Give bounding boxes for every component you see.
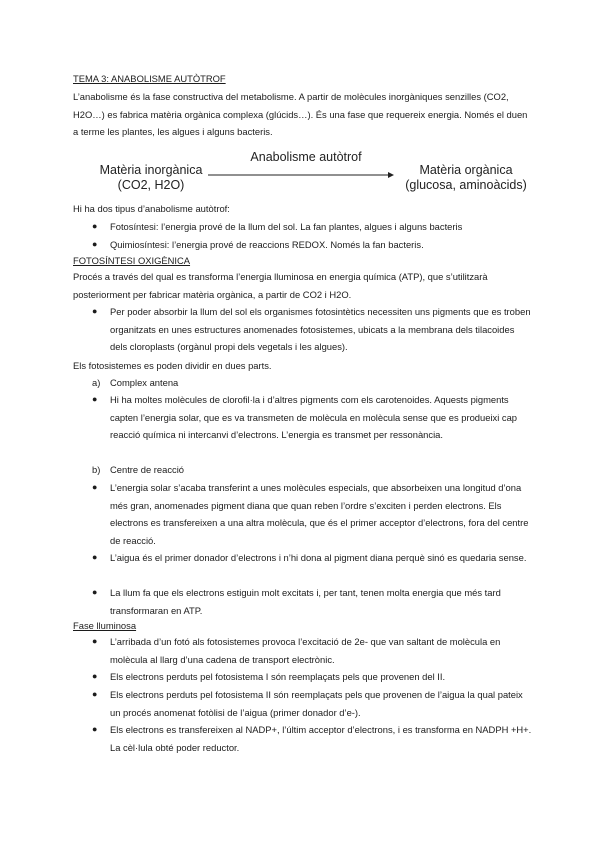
pigments-bullet: Per poder absorbir la llum del sol els organismes fotosintètics necessiten uns pigments que es troben organitzats en unes estructures anomenades fotosistemes, ubicats a la membrana dels tilacoides dels cloroplasts (orgànul propi dels vegetals i les algues). [110,306,531,352]
antenna-complex-label: Complex antena [110,377,179,388]
diagram-right-line1: Matèria orgànica [419,163,513,177]
bullet-icon: ● [92,689,98,699]
section1-paragraph: Procés a través del qual es transforma l’energia lluminosa en energia química (ATP), que s’utilitzarà posteriorment per fabricar matèria orgànica, a partir de CO2 i H2O. [73,271,488,300]
reaction-bullet-2: L’aigua és el primer donador d’electrons i n’hi dona al pigment diana perquè sinó es quedaria sense. [110,552,527,563]
bullet-icon: ● [92,306,98,316]
reaction-bullet-1: L’energia solar s’acaba transferint a unes molècules especials, que absorbeixen una longitud d’ona més gran, anomenades pigment diana que quan reben l’ordre s’exciten i perden electrons. Els electrons es transfereixen a una altra molècula, que és el primer acceptor d’electrons, fora del centre de reacció. [110,482,529,546]
reaction-bullet-3: La llum fa que els electrons estiguin molt excitats i, per tant, tenen molta energia que més tard transformaran en ATP. [110,587,501,616]
diagram-left-line2: (CO2, H2O) [117,178,185,192]
bullet-icon: ● [92,221,98,231]
section-heading-fase-lluminosa: Fase lluminosa [73,620,137,631]
list-label-b: b) [92,464,101,475]
bullet-icon: ● [92,636,98,646]
photosystems-split: Els fotosistemes es poden dividir en dues parts. [73,360,272,371]
diagram-left-line1: Matèria inorgànica [99,163,203,177]
bullet-icon: ● [92,587,98,597]
diagram-arrow-label: Anabolisme autòtrof [250,150,362,164]
light-phase-bullet-2: Els electrons perduts pel fotosistema I són reemplaçats pels que provenen del II. [110,671,446,682]
intro-paragraph: L’anabolisme és la fase constructiva del metabolisme. A partir de molècules inorgàniques senzilles (CO2, H2O…) es fabrica matèria orgànica complexa (glúcids…). És una fase que requereix energia. Només el duen a terme les plantes, les algues i alguns bacteris. [73,91,528,137]
light-phase-bullet-4: Els electrons es transfereixen al NADP+, l’últim acceptor d’electrons, i es transforma en NADPH +H+. La cèl·lula obté poder reductor. [110,724,532,753]
page-title: TEMA 3: ANABOLISME AUTÒTROF [73,73,226,84]
bullet-icon: ● [92,724,98,734]
antenna-bullet: Hi ha moltes molècules de clorofil·la i d’altres pigments com els carotenoides. Aquests pigments capten l’energia solar, que es va transmeten de molècula en molècula sense que es produeixi cap reacció química ni intercanvi d’electrons. L’energia es transmet per ressonància. [110,394,518,440]
bullet-icon: ● [92,394,98,404]
bullet-icon: ● [92,552,98,562]
light-phase-bullet-3: Els electrons perduts pel fotosistema II són reemplaçats pels que provenen de l’aigua la qual pateix un procés anomenat fotòlisi de l’aigua (primer donador d’e-). [110,689,523,718]
list-label-a: a) [92,377,101,388]
bullet-icon: ● [92,671,98,681]
types-intro: Hi ha dos tipus d’anabolisme autòtrof: [73,203,230,214]
type-chemosynthesis: Quimiosíntesi: l’energia prové de reaccions REDOX. Només la fan bacteris. [110,239,424,250]
reaction-center-label: Centre de reacció [110,464,184,475]
light-phase-bullet-1: L’arribada d’un fotó als fotosistemes provoca l’excitació de 2e- que van saltant de molècula en molècula al llarg d’una cadena de transport electrònic. [110,636,501,665]
bullet-icon: ● [92,482,98,492]
arrow-right-icon [206,170,396,180]
diagram-right-line2: (glucosa, aminoàcids) [405,178,527,192]
bullet-icon: ● [92,239,98,249]
type-photosynthesis: Fotosíntesi: l’energia prové de la llum del sol. La fan plantes, algues i alguns bacteris [110,221,463,232]
section-heading-fotosintesi: FOTOSÍNTESI OXIGÈNICA [73,255,191,266]
